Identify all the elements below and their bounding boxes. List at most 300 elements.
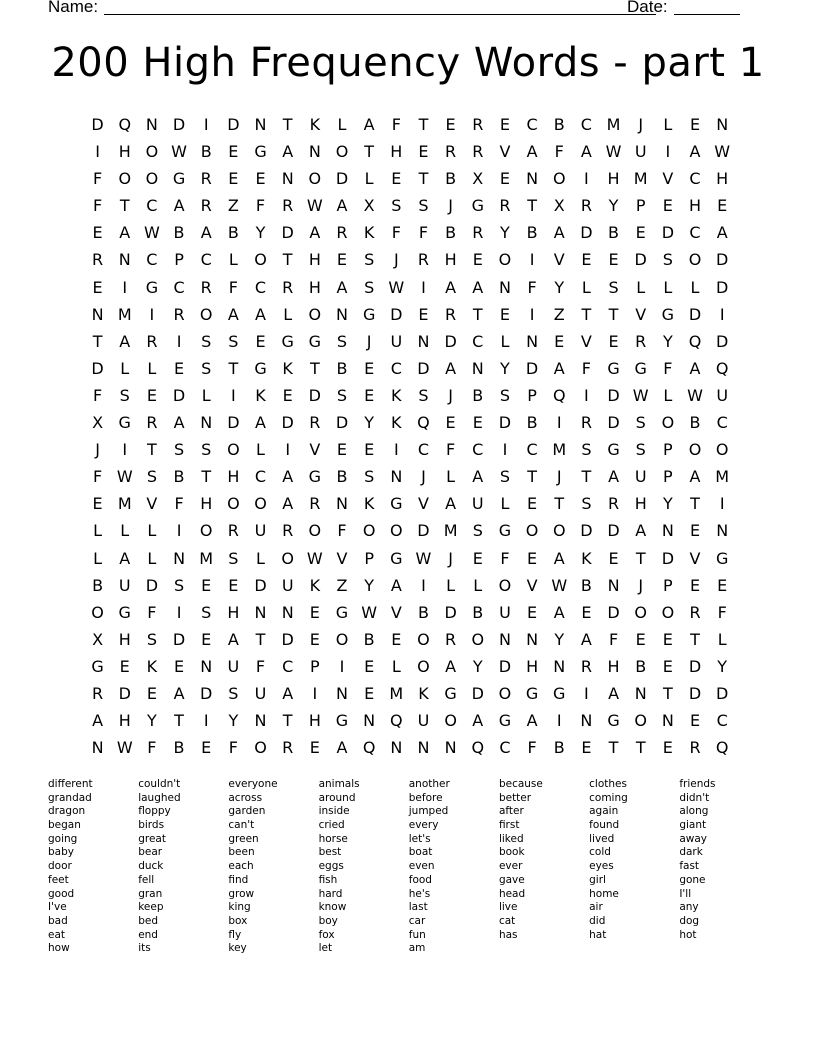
grid-cell[interactable]: C <box>716 711 728 731</box>
grid-cell[interactable]: R <box>146 413 158 433</box>
grid-cell[interactable]: D <box>607 602 620 622</box>
grid-cell[interactable]: X <box>553 196 565 216</box>
grid-cell[interactable]: F <box>92 385 103 405</box>
grid-cell[interactable]: F <box>92 196 103 216</box>
grid-cell[interactable]: T <box>581 304 592 324</box>
grid-cell[interactable]: O <box>281 548 294 568</box>
grid-cell[interactable]: E <box>146 683 157 703</box>
grid-cell[interactable]: A <box>472 711 484 731</box>
grid-cell[interactable]: N <box>716 115 729 134</box>
grid-cell[interactable]: N <box>580 711 593 731</box>
grid-cell[interactable]: S <box>499 467 510 487</box>
grid-cell[interactable]: G <box>335 711 349 731</box>
grid-cell[interactable]: V <box>662 169 674 189</box>
grid-cell[interactable]: S <box>173 575 185 595</box>
grid-cell[interactable]: T <box>228 358 239 378</box>
grid-cell[interactable]: L <box>500 331 510 351</box>
grid-cell[interactable]: F <box>174 494 184 514</box>
grid-cell[interactable]: W <box>388 277 405 297</box>
grid-cell[interactable]: B <box>526 223 538 243</box>
grid-cell[interactable]: F <box>255 656 266 676</box>
grid-cell[interactable]: T <box>635 738 646 758</box>
grid-cell[interactable]: W <box>551 575 568 595</box>
grid-cell[interactable]: X <box>92 413 104 433</box>
grid-cell[interactable]: C <box>254 467 267 487</box>
grid-cell[interactable]: N <box>281 602 294 622</box>
grid-cell[interactable]: O <box>118 169 132 189</box>
grid-cell[interactable]: Q <box>390 711 403 731</box>
grid-cell[interactable]: E <box>336 250 348 270</box>
grid-cell[interactable]: D <box>444 602 457 622</box>
grid-cell[interactable]: M <box>199 548 214 568</box>
grid-cell[interactable]: O <box>661 602 675 622</box>
grid-cell[interactable]: C <box>526 440 538 460</box>
grid-cell[interactable]: R <box>689 738 701 758</box>
grid-cell[interactable]: B <box>580 575 592 595</box>
grid-cell[interactable]: T <box>608 738 619 758</box>
grid-cell[interactable]: E <box>92 494 103 514</box>
grid-cell[interactable]: U <box>227 656 240 676</box>
grid-cell[interactable]: Y <box>662 331 673 351</box>
grid-cell[interactable]: A <box>119 223 131 243</box>
grid-cell[interactable]: G <box>607 440 620 460</box>
grid-cell[interactable]: A <box>173 413 185 433</box>
grid-cell[interactable]: U <box>390 331 403 351</box>
grid-cell[interactable]: E <box>527 494 538 514</box>
grid-cell[interactable]: G <box>390 494 403 514</box>
grid-cell[interactable]: E <box>364 683 375 703</box>
grid-cell[interactable]: D <box>444 331 457 351</box>
grid-cell[interactable]: R <box>472 223 484 243</box>
grid-cell[interactable]: L <box>690 277 700 297</box>
grid-cell[interactable]: S <box>119 385 130 405</box>
grid-cell[interactable]: T <box>309 358 320 378</box>
grid-cell[interactable]: U <box>716 385 729 405</box>
grid-cell[interactable]: L <box>120 358 130 378</box>
grid-cell[interactable]: N <box>526 169 539 189</box>
grid-cell[interactable]: R <box>282 738 294 758</box>
grid-cell[interactable]: G <box>91 656 104 676</box>
grid-cell[interactable]: J <box>556 467 562 487</box>
grid-cell[interactable]: R <box>282 521 294 541</box>
grid-cell[interactable]: Y <box>717 656 728 676</box>
grid-cell[interactable]: D <box>281 413 294 433</box>
grid-cell[interactable]: V <box>309 440 321 460</box>
grid-cell[interactable]: D <box>498 413 512 433</box>
grid-cell[interactable]: A <box>227 629 239 649</box>
grid-cell[interactable]: E <box>119 656 130 676</box>
grid-cell[interactable]: R <box>580 196 592 216</box>
grid-cell[interactable]: G <box>254 358 267 378</box>
grid-cell[interactable]: U <box>254 683 267 703</box>
grid-cell[interactable]: N <box>526 331 539 351</box>
grid-cell[interactable]: N <box>553 656 566 676</box>
grid-cell[interactable]: F <box>147 602 157 622</box>
grid-cell[interactable]: B <box>227 223 239 243</box>
grid-cell[interactable]: T <box>147 440 157 460</box>
grid-cell[interactable]: D <box>580 223 593 243</box>
grid-cell[interactable]: Q <box>471 738 485 758</box>
grid-cell[interactable]: G <box>390 548 403 568</box>
grid-cell[interactable]: E <box>689 575 701 595</box>
grid-cell[interactable]: M <box>606 115 621 134</box>
grid-cell[interactable]: N <box>471 358 484 378</box>
grid-cell[interactable]: Q <box>417 413 430 433</box>
grid-cell[interactable]: N <box>417 331 430 351</box>
grid-cell[interactable]: F <box>717 602 727 622</box>
grid-cell[interactable]: O <box>335 142 349 162</box>
grid-cell[interactable]: A <box>119 548 131 568</box>
grid-cell[interactable]: N <box>363 711 376 731</box>
grid-cell[interactable]: E <box>364 656 375 676</box>
grid-cell[interactable]: R <box>173 304 185 324</box>
grid-cell[interactable]: L <box>581 277 591 297</box>
grid-cell[interactable]: I <box>285 440 291 460</box>
grid-cell[interactable]: A <box>553 358 565 378</box>
grid-cell[interactable]: I <box>339 656 345 676</box>
grid-cell[interactable]: L <box>256 440 265 460</box>
grid-cell[interactable]: E <box>608 548 619 568</box>
grid-cell[interactable]: E <box>255 169 266 189</box>
grid-cell[interactable]: G <box>607 358 620 378</box>
grid-cell[interactable]: F <box>255 196 266 216</box>
grid-cell[interactable]: L <box>663 115 673 134</box>
grid-cell[interactable]: Y <box>500 358 510 378</box>
grid-cell[interactable]: E <box>364 358 375 378</box>
grid-cell[interactable]: K <box>146 656 158 676</box>
grid-cell[interactable]: S <box>472 521 483 541</box>
grid-cell[interactable]: N <box>498 277 511 297</box>
grid-cell[interactable]: S <box>391 196 402 216</box>
grid-cell[interactable]: Q <box>688 331 702 351</box>
grid-cell[interactable]: H <box>607 656 620 676</box>
grid-cell[interactable]: L <box>147 358 157 378</box>
grid-cell[interactable]: A <box>689 142 701 162</box>
grid-cell[interactable]: U <box>634 467 647 487</box>
grid-cell[interactable]: R <box>200 196 212 216</box>
grid-cell[interactable]: D <box>634 250 647 270</box>
grid-cell[interactable]: A <box>92 711 104 731</box>
grid-cell[interactable]: T <box>527 196 537 216</box>
grid-cell[interactable]: N <box>417 738 430 758</box>
grid-cell[interactable]: L <box>93 521 103 541</box>
grid-cell[interactable]: A <box>580 629 592 649</box>
grid-cell[interactable]: H <box>607 169 620 189</box>
grid-cell[interactable]: I <box>312 683 318 703</box>
grid-cell[interactable]: P <box>364 548 374 568</box>
grid-cell[interactable]: L <box>93 548 103 568</box>
grid-cell[interactable]: F <box>500 548 510 568</box>
grid-cell[interactable]: K <box>391 413 402 433</box>
grid-cell[interactable]: F <box>608 629 619 649</box>
grid-cell[interactable]: T <box>282 711 293 731</box>
grid-cell[interactable]: D <box>471 683 484 703</box>
grid-cell[interactable]: R <box>92 683 104 703</box>
grid-cell[interactable]: I <box>203 711 209 731</box>
grid-cell[interactable]: B <box>526 413 538 433</box>
grid-cell[interactable]: D <box>172 385 186 405</box>
grid-cell[interactable]: T <box>201 467 212 487</box>
grid-cell[interactable]: Y <box>228 711 239 731</box>
grid-cell[interactable]: Y <box>472 656 483 676</box>
grid-cell[interactable]: T <box>364 142 375 162</box>
grid-cell[interactable]: R <box>309 494 321 514</box>
grid-cell[interactable]: H <box>118 629 131 649</box>
grid-cell[interactable]: V <box>390 602 402 622</box>
grid-cell[interactable]: T <box>92 331 103 351</box>
grid-cell[interactable]: A <box>390 575 402 595</box>
grid-cell[interactable]: O <box>525 521 539 541</box>
grid-cell[interactable]: F <box>337 521 347 541</box>
grid-cell[interactable]: T <box>608 304 619 324</box>
date-field-line[interactable] <box>674 14 740 15</box>
grid-cell[interactable]: E <box>228 575 239 595</box>
grid-cell[interactable]: D <box>716 277 729 297</box>
grid-cell[interactable]: C <box>472 331 484 351</box>
grid-cell[interactable]: N <box>661 521 674 541</box>
grid-cell[interactable]: G <box>471 196 484 216</box>
grid-cell[interactable]: P <box>663 575 673 595</box>
grid-cell[interactable]: D <box>145 575 159 595</box>
grid-cell[interactable]: A <box>635 521 647 541</box>
grid-cell[interactable]: T <box>635 548 646 568</box>
grid-cell[interactable]: N <box>200 656 213 676</box>
grid-cell[interactable]: L <box>147 521 157 541</box>
grid-cell[interactable]: I <box>421 277 426 297</box>
grid-cell[interactable]: O <box>498 250 512 270</box>
grid-cell[interactable]: A <box>336 196 348 216</box>
grid-cell[interactable]: O <box>199 521 213 541</box>
grid-cell[interactable]: B <box>472 602 484 622</box>
grid-cell[interactable]: P <box>663 440 673 460</box>
grid-cell[interactable]: G <box>607 711 620 731</box>
grid-cell[interactable]: M <box>389 683 404 703</box>
grid-cell[interactable]: D <box>716 250 729 270</box>
grid-cell[interactable]: U <box>417 711 430 731</box>
grid-cell[interactable]: E <box>201 575 212 595</box>
grid-cell[interactable]: M <box>443 521 458 541</box>
grid-cell[interactable]: G <box>525 683 539 703</box>
grid-cell[interactable]: E <box>635 629 646 649</box>
grid-cell[interactable]: D <box>200 683 213 703</box>
grid-cell[interactable]: N <box>661 711 674 731</box>
grid-cell[interactable]: E <box>608 331 619 351</box>
grid-cell[interactable]: L <box>473 575 483 595</box>
grid-cell[interactable]: G <box>308 467 322 487</box>
grid-cell[interactable]: S <box>228 331 239 351</box>
grid-cell[interactable]: N <box>91 738 104 758</box>
grid-cell[interactable]: P <box>635 196 646 216</box>
grid-cell[interactable]: R <box>336 223 348 243</box>
grid-cell[interactable]: K <box>309 115 321 134</box>
grid-cell[interactable]: W <box>605 142 622 162</box>
grid-cell[interactable]: H <box>200 494 213 514</box>
grid-cell[interactable]: E <box>146 385 157 405</box>
grid-cell[interactable]: C <box>472 440 484 460</box>
grid-cell[interactable]: B <box>92 575 104 595</box>
grid-cell[interactable]: B <box>689 413 701 433</box>
grid-cell[interactable]: N <box>716 521 729 541</box>
grid-cell[interactable]: D <box>335 413 349 433</box>
grid-cell[interactable]: G <box>634 358 647 378</box>
grid-cell[interactable]: B <box>173 467 185 487</box>
grid-cell[interactable]: L <box>446 575 456 595</box>
grid-cell[interactable]: O <box>199 304 213 324</box>
grid-cell[interactable]: D <box>525 358 539 378</box>
grid-cell[interactable]: F <box>92 467 103 487</box>
grid-cell[interactable]: D <box>716 683 729 703</box>
grid-cell[interactable]: T <box>282 250 293 270</box>
grid-cell[interactable]: Y <box>662 494 673 514</box>
grid-cell[interactable]: O <box>634 711 647 731</box>
grid-cell[interactable]: A <box>173 683 185 703</box>
grid-cell[interactable]: W <box>171 142 187 162</box>
grid-cell[interactable]: C <box>580 115 592 134</box>
grid-cell[interactable]: D <box>688 683 702 703</box>
grid-cell[interactable]: W <box>632 385 649 405</box>
grid-cell[interactable]: E <box>689 711 701 731</box>
grid-cell[interactable]: S <box>364 250 375 270</box>
grid-cell[interactable]: S <box>228 548 239 568</box>
grid-cell[interactable]: P <box>174 250 184 270</box>
grid-cell[interactable]: H <box>634 494 647 514</box>
grid-cell[interactable]: V <box>499 142 511 162</box>
grid-cell[interactable]: D <box>661 548 675 568</box>
grid-cell[interactable]: O <box>634 602 647 622</box>
grid-cell[interactable]: T <box>174 711 184 731</box>
grid-cell[interactable]: S <box>662 250 673 270</box>
grid-cell[interactable]: B <box>336 358 348 378</box>
grid-cell[interactable]: D <box>172 629 186 649</box>
grid-cell[interactable]: O <box>552 169 566 189</box>
grid-cell[interactable]: M <box>633 169 648 189</box>
grid-cell[interactable]: E <box>472 548 483 568</box>
grid-cell[interactable]: E <box>309 738 320 758</box>
grid-cell[interactable]: D <box>417 358 430 378</box>
grid-cell[interactable]: Z <box>553 304 565 324</box>
grid-cell[interactable]: E <box>635 223 646 243</box>
grid-cell[interactable]: R <box>472 142 484 162</box>
grid-cell[interactable]: G <box>172 169 186 189</box>
grid-cell[interactable]: W <box>306 196 323 216</box>
grid-cell[interactable]: N <box>444 738 457 758</box>
grid-cell[interactable]: I <box>421 575 426 595</box>
grid-cell[interactable]: O <box>254 494 267 514</box>
grid-cell[interactable]: J <box>638 575 644 595</box>
grid-cell[interactable]: J <box>448 548 453 568</box>
grid-cell[interactable]: Q <box>118 115 132 134</box>
grid-cell[interactable]: I <box>203 115 209 134</box>
grid-cell[interactable]: F <box>527 738 537 758</box>
grid-cell[interactable]: A <box>173 196 185 216</box>
grid-cell[interactable]: E <box>581 602 592 622</box>
grid-cell[interactable]: A <box>445 358 457 378</box>
grid-cell[interactable]: O <box>498 683 512 703</box>
grid-cell[interactable]: D <box>281 223 294 243</box>
grid-cell[interactable]: H <box>118 142 131 162</box>
grid-cell[interactable]: H <box>689 196 702 216</box>
grid-cell[interactable]: S <box>201 440 212 460</box>
grid-cell[interactable]: B <box>173 223 185 243</box>
grid-cell[interactable]: A <box>336 277 348 297</box>
grid-cell[interactable]: U <box>634 142 647 162</box>
grid-cell[interactable]: H <box>227 467 240 487</box>
grid-cell[interactable]: C <box>200 250 212 270</box>
grid-cell[interactable]: Y <box>554 277 565 297</box>
grid-cell[interactable]: R <box>580 413 592 433</box>
grid-cell[interactable]: W <box>361 602 378 622</box>
grid-cell[interactable]: L <box>364 169 374 189</box>
grid-cell[interactable]: A <box>282 494 294 514</box>
grid-cell[interactable]: T <box>418 169 429 189</box>
grid-cell[interactable]: B <box>472 385 484 405</box>
grid-cell[interactable]: J <box>421 467 426 487</box>
grid-cell[interactable]: C <box>417 440 430 460</box>
grid-cell[interactable]: E <box>282 385 293 405</box>
grid-cell[interactable]: C <box>146 250 158 270</box>
grid-cell[interactable]: V <box>553 250 565 270</box>
grid-cell[interactable]: O <box>308 304 322 324</box>
grid-cell[interactable]: A <box>526 711 538 731</box>
grid-cell[interactable]: V <box>635 304 647 324</box>
grid-cell[interactable]: A <box>553 602 565 622</box>
grid-cell[interactable]: G <box>281 331 294 351</box>
grid-cell[interactable]: N <box>634 683 647 703</box>
grid-cell[interactable]: F <box>228 277 238 297</box>
grid-cell[interactable]: E <box>662 629 673 649</box>
grid-cell[interactable]: Z <box>227 196 239 216</box>
grid-cell[interactable]: N <box>200 413 213 433</box>
grid-cell[interactable]: W <box>687 385 703 405</box>
grid-cell[interactable]: T <box>581 467 592 487</box>
grid-cell[interactable]: S <box>418 196 429 216</box>
grid-cell[interactable]: U <box>118 575 131 595</box>
grid-cell[interactable]: O <box>227 494 240 514</box>
grid-cell[interactable]: I <box>502 440 508 460</box>
grid-cell[interactable]: R <box>200 169 212 189</box>
grid-cell[interactable]: R <box>417 250 430 270</box>
grid-cell[interactable]: R <box>282 196 294 216</box>
grid-cell[interactable]: E <box>173 656 185 676</box>
grid-cell[interactable]: N <box>607 575 620 595</box>
grid-cell[interactable]: H <box>227 602 240 622</box>
grid-cell[interactable]: A <box>282 683 294 703</box>
grid-cell[interactable]: G <box>118 413 131 433</box>
grid-cell[interactable]: I <box>556 711 562 731</box>
grid-cell[interactable]: O <box>688 250 702 270</box>
grid-cell[interactable]: I <box>665 142 671 162</box>
grid-cell[interactable]: G <box>308 331 322 351</box>
grid-cell[interactable]: B <box>363 629 375 649</box>
grid-cell[interactable]: L <box>446 467 456 487</box>
grid-cell[interactable]: R <box>689 602 701 622</box>
grid-cell[interactable]: V <box>526 575 538 595</box>
grid-cell[interactable]: J <box>95 440 100 460</box>
grid-cell[interactable]: O <box>417 656 430 676</box>
grid-cell[interactable]: S <box>635 413 646 433</box>
grid-cell[interactable]: T <box>472 304 483 324</box>
grid-cell[interactable]: L <box>147 548 157 568</box>
grid-cell[interactable]: T <box>119 196 130 216</box>
grid-cell[interactable]: A <box>445 494 457 514</box>
grid-cell[interactable]: B <box>635 656 647 676</box>
grid-cell[interactable]: C <box>254 277 267 297</box>
grid-cell[interactable]: L <box>636 277 646 297</box>
grid-cell[interactable]: O <box>227 440 240 460</box>
grid-cell[interactable]: E <box>92 277 103 297</box>
grid-cell[interactable]: R <box>309 413 321 433</box>
grid-cell[interactable]: L <box>283 304 293 324</box>
